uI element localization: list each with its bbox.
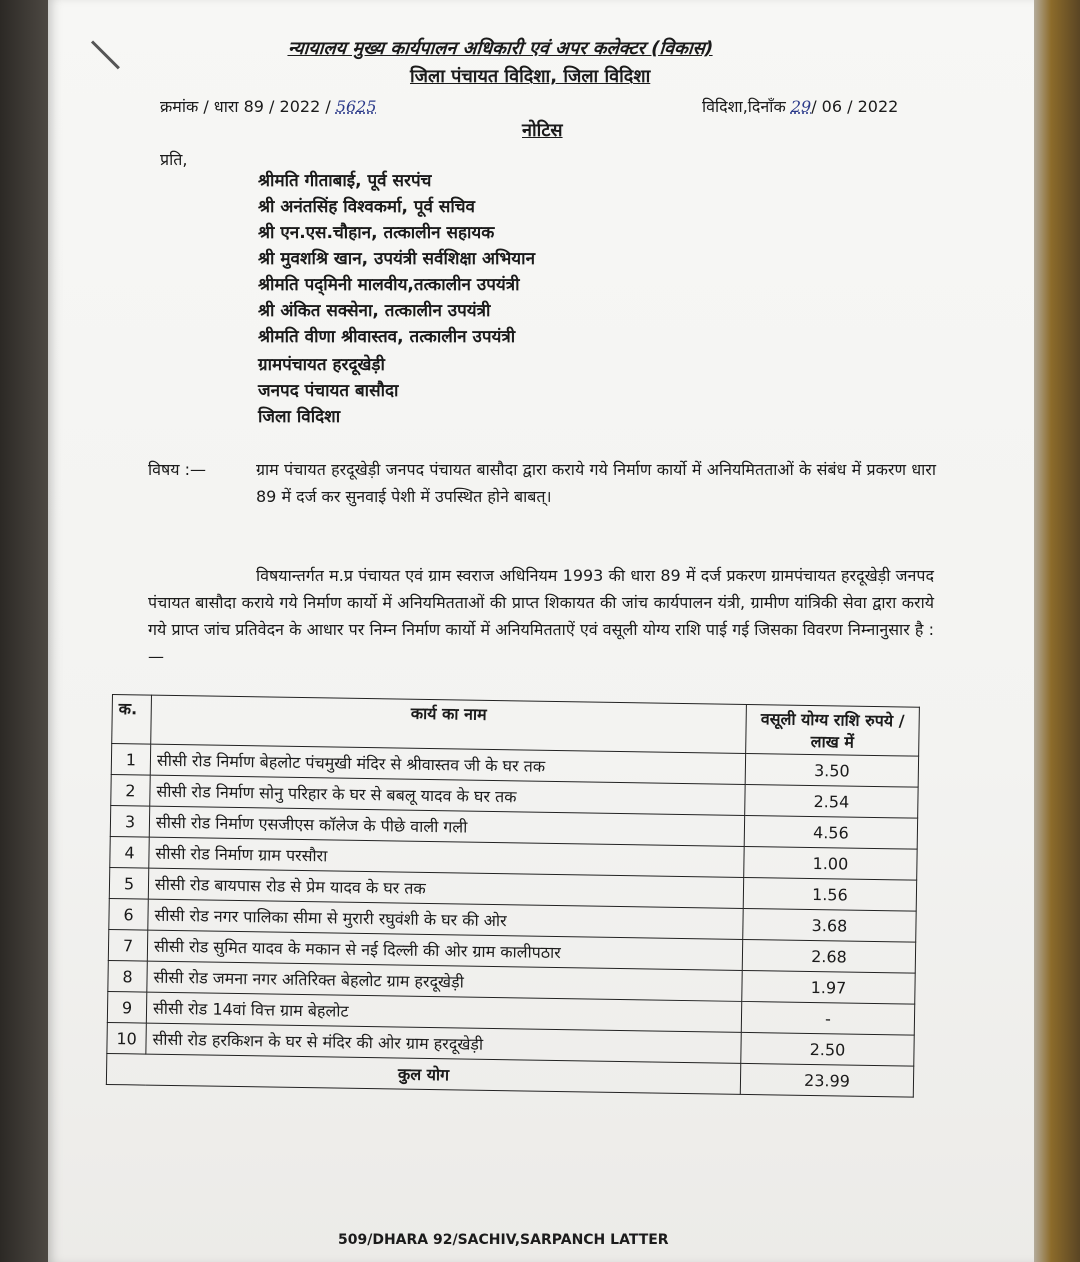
row-amount: 2.68 (742, 939, 915, 973)
header-amount: वसूली योग्य राशि रुपये / लाख में (746, 704, 920, 756)
row-no: 1 (111, 744, 150, 776)
row-no: 4 (110, 836, 149, 868)
recipient-line: श्री अंकित सक्सेना, तत्कालीन उपयंत्री (258, 301, 491, 321)
row-no: 2 (111, 774, 150, 806)
row-no: 3 (110, 805, 149, 837)
recipient-line: श्रीमति गीताबाई, पूर्व सरपंच (258, 171, 432, 191)
row-work: सीसी रोड सुमित यादव के मकान से नई दिल्ली की ओर ग्राम कालीपठार (147, 930, 742, 970)
header-work: कार्य का नाम (151, 695, 747, 753)
row-amount: 3.68 (743, 908, 916, 942)
row-amount: 1.00 (744, 846, 917, 880)
row-amount: - (741, 1001, 914, 1035)
row-no: 7 (108, 929, 147, 961)
row-amount: 4.56 (744, 815, 917, 849)
handwritten-date: 29 (790, 97, 812, 116)
row-work: सीसी रोड नगर पालिका सीमा से मुरारी रघुवंशी के घर की ओर (148, 899, 743, 939)
recipient-line: श्रीमति वीणा श्रीवास्तव, तत्कालीन उपयंत्री (258, 327, 516, 347)
recipient-line: जनपद पंचायत बासौदा (258, 381, 399, 401)
background-right (1032, 0, 1080, 1262)
place-date (702, 95, 898, 117)
court-header: न्यायालय मुख्य कार्यपालन अधिकारी एवं अपर कलेक्टर (विकास) (287, 38, 714, 59)
body-paragraph: विषयान्तर्गत म.प्र पंचायत एवं ग्राम स्वराज अधिनियम 1993 की धारा 89 में दर्ज प्रकरण ग्रामपंचायत हरदूखेड़ी जनपद पंचायत बासौदा कराये गये निर्माण कार्यो में अनियमितताओं की प्राप्त शिकायत की जांच कार्यपालन यंत्री, ग्रामीण यांत्रिकी सेवा द्वारा कराये गये प्राप्त जांच प्रतिवेदन के आधार पर निम्न निर्माण कार्यो में अनियमितताऐं एवं वसूली योग्य राशि पाई गई जिसका विवरण निम्नानुसार है :— (148, 566, 934, 666)
place-date-prefix: विदिशा,दिनाँक (702, 97, 791, 116)
handwritten-number: 5625 (335, 97, 377, 116)
to-label: प्रति, (160, 150, 188, 169)
row-no: 5 (109, 867, 148, 899)
district-header: जिला पंचायत विदिशा, जिला विदिशा (410, 66, 651, 87)
header-no: क. (112, 695, 152, 745)
row-amount: 1.56 (743, 877, 916, 911)
recipient-line: श्री एन.एस.चौहान, तत्कालीन सहायक (258, 223, 495, 243)
row-work: सीसी रोड हरकिशन के घर से मंदिर की ओर ग्राम हरदूखेड़ी (146, 1023, 741, 1063)
date-suffix: / 06 / 2022 (811, 97, 899, 116)
reference-prefix: क्रमांक / धारा 89 / 2022 / (160, 97, 336, 116)
row-amount: 2.50 (741, 1032, 914, 1066)
row-work: सीसी रोड निर्माण सोनु परिहार के घर से बबलू यादव के घर तक (150, 775, 745, 815)
subject-label: विषय :— (148, 460, 207, 479)
row-no: 9 (107, 991, 146, 1023)
recipient-line: जिला विदिशा (258, 407, 341, 427)
row-no: 10 (107, 1022, 146, 1054)
row-amount: 1.97 (742, 970, 915, 1004)
subject-text: ग्राम पंचायत हरदूखेड़ी जनपद पंचायत बासौदा द्वारा कराये गये निर्माण कार्यो में अनियमितताओं के संबंध में प्रकरण धारा 89 में दर्ज कर सुनवाई पेशी में उपस्थित होने बाबत्। (256, 460, 936, 506)
recipient-line: श्री मुवशश्रि खान, उपयंत्री सर्वशिक्षा अभियान (258, 249, 536, 269)
row-work: सीसी रोड निर्माण एसजीएस कॉलेज के पीछे वाली गली (149, 806, 744, 846)
recipient-line: श्रीमति पद्‌मिनी मालवीय,तत्कालीन उपयंत्री (258, 275, 520, 295)
row-work: सीसी रोड जमना नगर अतिरिक्त बेहलोट ग्राम हरदूखेड़ी (147, 961, 742, 1001)
total-label: कुल योग (106, 1053, 740, 1094)
notice-title: नोटिस (522, 120, 563, 141)
row-work: सीसी रोड निर्माण ग्राम परसौरा (149, 837, 744, 877)
row-work: सीसी रोड निर्माण बेहलोट पंचमुखी मंदिर से श्रीवास्तव जी के घर तक (150, 744, 745, 784)
row-amount: 2.54 (745, 784, 918, 818)
row-no: 8 (108, 960, 147, 992)
row-work: सीसी रोड 14वां वित्त ग्राम बेहलोट (146, 992, 741, 1032)
row-amount: 3.50 (745, 753, 918, 787)
footer-file-code: 509/DHARA 92/SACHIV,SARPANCH LATTER (338, 1232, 669, 1248)
reference-number (160, 95, 377, 117)
recipient-line: श्री अनंतसिंह विश्वकर्मा, पूर्व सचिव (258, 197, 476, 217)
recipient-line: ग्रामपंचायत हरदूखेड़ी (258, 355, 385, 375)
row-no: 6 (109, 898, 148, 930)
row-work: सीसी रोड बायपास रोड से प्रेम यादव के घर तक (148, 868, 743, 908)
works-table (106, 694, 920, 1098)
total-value: 23.99 (740, 1063, 913, 1097)
